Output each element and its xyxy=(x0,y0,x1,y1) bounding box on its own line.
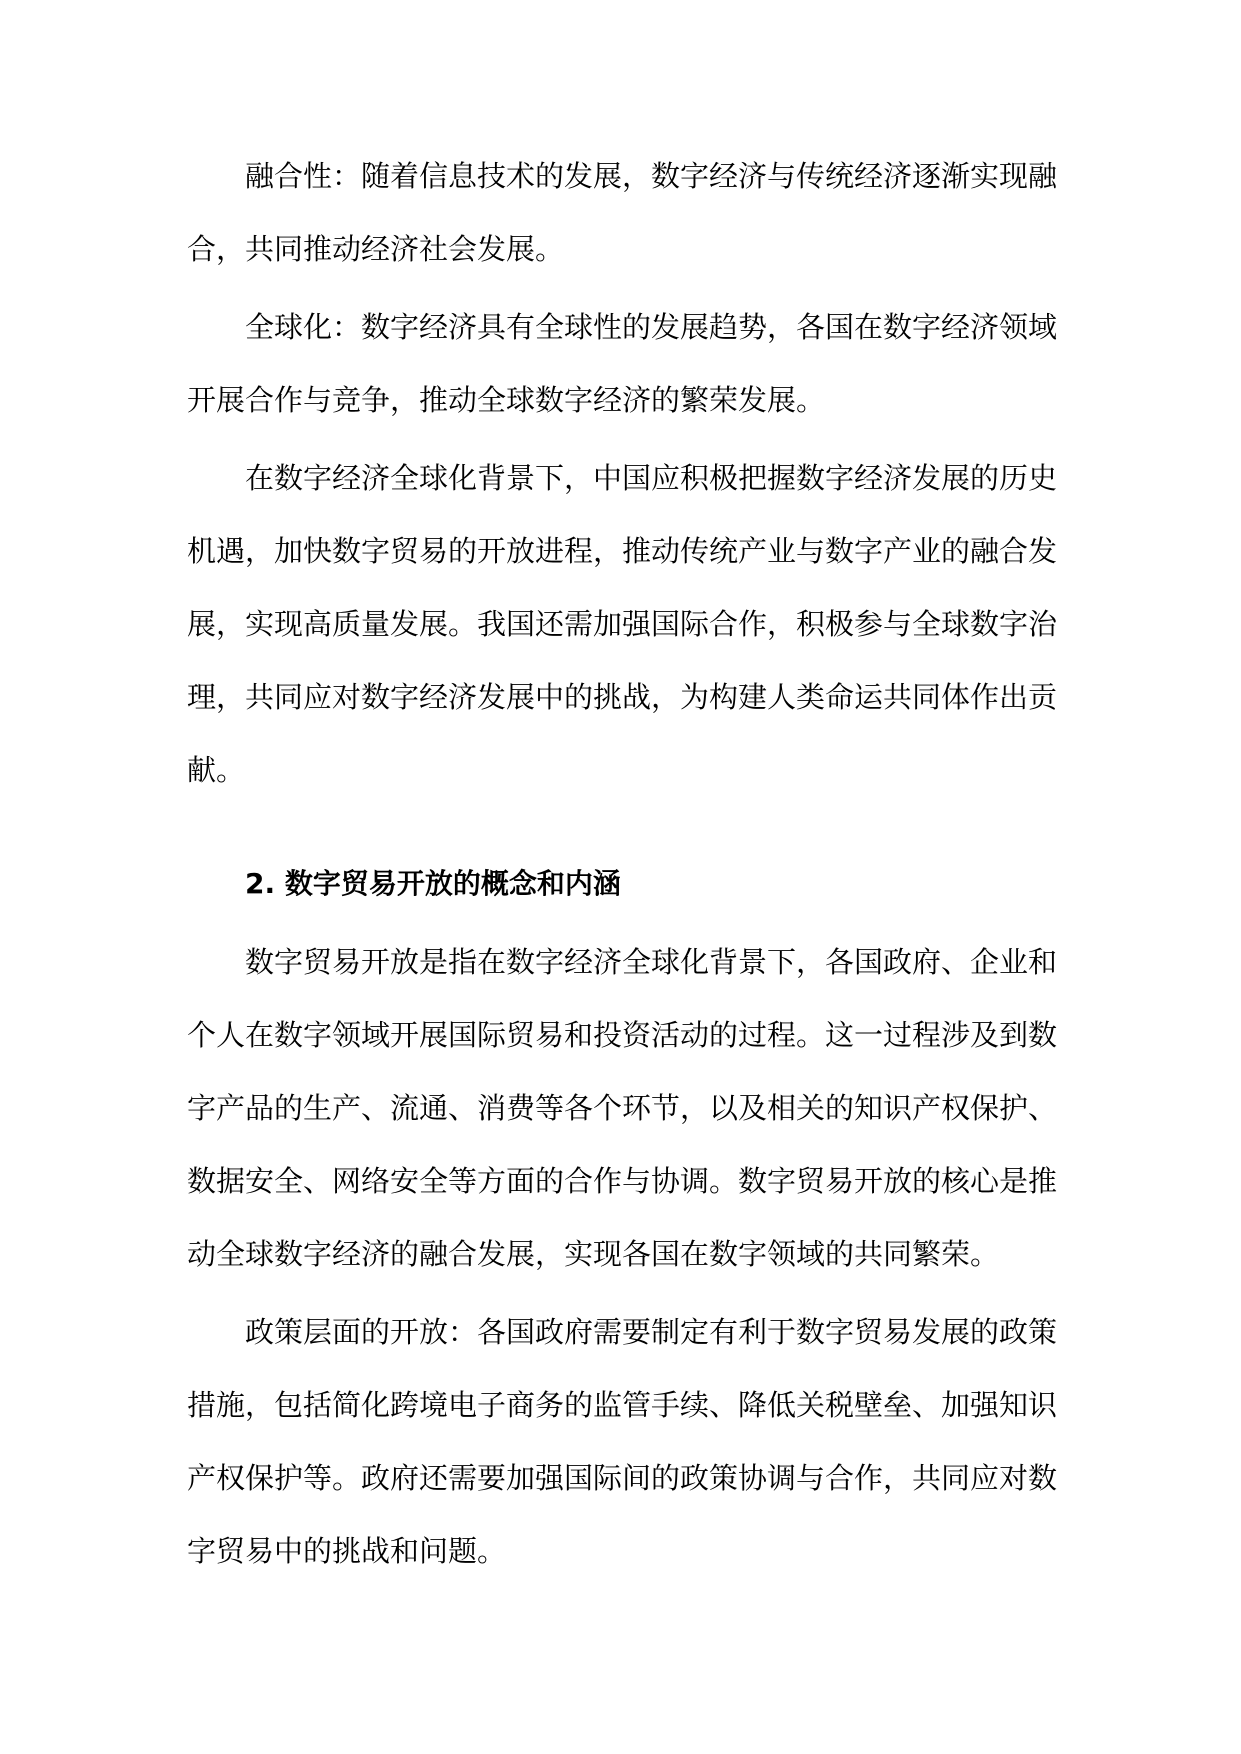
paragraph-globalization: 全球化：数字经济具有全球性的发展趋势，各国在数字经济领域开展合作与竞争，推动全球数字经济的繁荣发展。 xyxy=(187,310,1058,417)
document-body xyxy=(187,140,1057,1593)
paragraph-policy-opening: 政策层面的开放：各国政府需要制定有利于数字贸易发展的政策措施，包括简化跨境电子商务的监管手续、降低关税壁垒、加强知识产权保护等。政府还需要加强国际间的政策协调与合作，共同应对数字贸易中的挑战和问题。 xyxy=(187,1315,1058,1568)
paragraph-china-opportunity: 在数字经济全球化背景下，中国应积极把握数字经济发展的历史机遇，加快数字贸易的开放进程，推动传统产业与数字产业的融合发展，实现高质量发展。我国还需加强国际合作，积极参与全球数字治理，共同应对数字经济发展中的挑战，为构建人类命运共同体作出贡献。 xyxy=(187,461,1058,787)
paragraph-integration: 融合性：随着信息技术的发展，数字经济与传统经济逐渐实现融合，共同推动经济社会发展。 xyxy=(187,159,1058,266)
paragraph-definition: 数字贸易开放是指在数字经济全球化背景下，各国政府、企业和个人在数字领域开展国际贸易和投资活动的过程。这一过程涉及到数字产品的生产、流通、消费等各个环节，以及相关的知识产权保护、数据安全、网络安全等方面的合作与协调。数字贸易开放的核心是推动全球数字经济的融合发展，实现各国在数字领域的共同繁荣。 xyxy=(187,945,1058,1271)
section-heading: 2. 数字贸易开放的概念和内涵 xyxy=(245,867,621,900)
